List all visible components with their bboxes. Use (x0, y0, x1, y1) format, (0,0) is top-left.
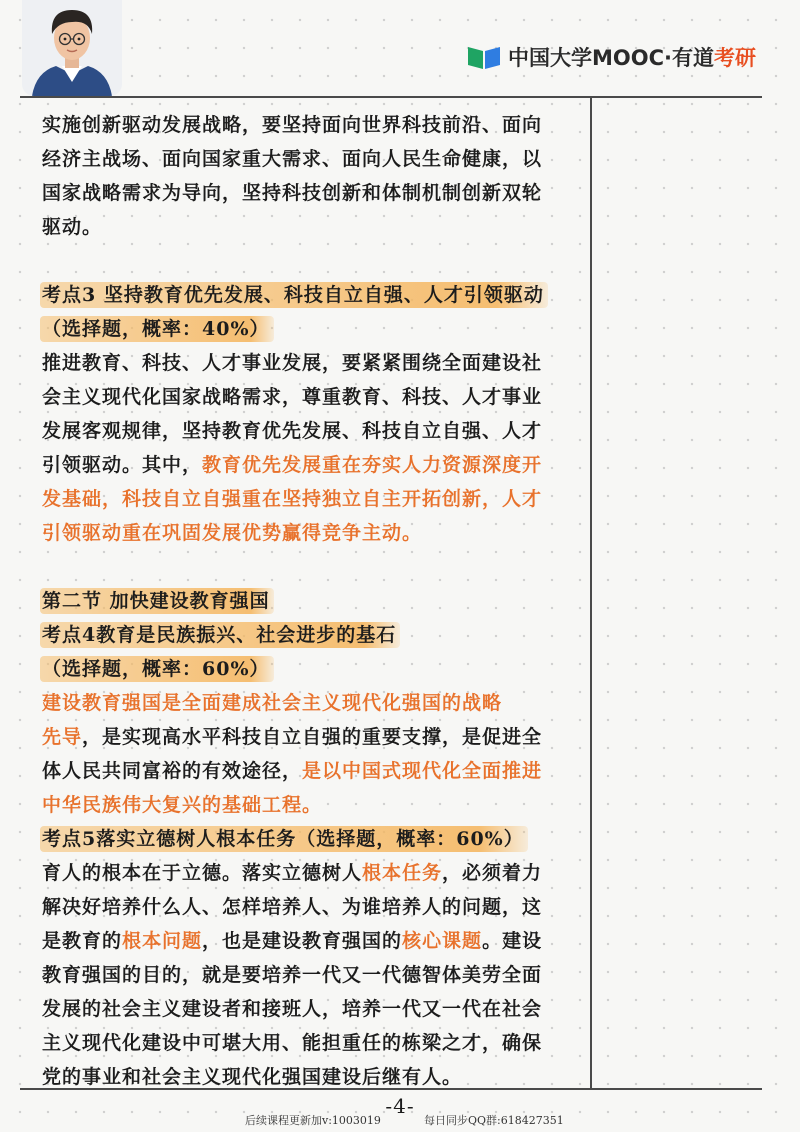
mooc-logo-icon (466, 43, 502, 71)
paragraph-line: 解决好培养什么人、怎样培养人、为谁培养人的问题，这 (42, 896, 543, 918)
footer-left-note: 后续课程更新加v:1003019 (245, 1114, 381, 1127)
paragraph-line: 是教育的根本问题，也是建设教育强国的核心课题。建设 (42, 930, 543, 952)
paragraph-line: 主义现代化建设中可堪大用、能担重任的栋梁之才，确保 (42, 1032, 543, 1054)
kaodian-3-meta: （选择题，概率：40%） (42, 312, 590, 346)
paragraph-line: 经济主战场、面向国家重大需求、面向人民生命健康，以 (42, 148, 543, 170)
paragraph-line: 先导，是实现高水平科技自立自强的重要支撑，是促进全 (42, 726, 543, 748)
paragraph-line: 发展的社会主义建设者和接班人，培养一代又一代在社会 (42, 998, 543, 1020)
kaodian-4-meta: （选择题，概率：60%） (42, 652, 590, 686)
paragraph-line: 育人的根本在于立德。落实立德树人根本任务，必须着力 (42, 862, 543, 884)
section-2-heading: 第二节 加快建设教育强国 (42, 584, 590, 618)
paragraph-line: 党的事业和社会主义现代化强国建设后继有人。 (42, 1066, 463, 1088)
paragraph-line: 实施创新驱动发展战略，要坚持面向世界科技前沿、面向 (42, 114, 543, 136)
paragraph-line: 驱动。 (42, 216, 103, 238)
emphasis-text: 教育优先发展重在夯实人力资源深度开 (202, 454, 543, 476)
emphasis-line: 引领驱动重在巩固发展优势赢得竞争主动。 (42, 522, 423, 544)
logo-text: 中国大学MOOC·有道考研 (508, 46, 756, 70)
vertical-margin-rule (590, 96, 592, 1088)
footer-right-note: 每日同步QQ群:618427351 (424, 1114, 564, 1127)
kaodian-4-heading: 考点4教育是民族振兴、社会进步的基石 (42, 618, 590, 652)
page-number: -4- (385, 1094, 415, 1118)
paragraph-line: 体人民共同富裕的有效途径，是以中国式现代化全面推进 (42, 760, 543, 782)
kaodian-5-heading: 考点5落实立德树人根本任务（选择题，概率：60%） (42, 822, 590, 856)
paragraph-line: 教育强国的目的，就是要培养一代又一代德智体美劳全面 (42, 964, 543, 986)
paragraph-line: 会主义现代化国家战略需求，尊重教育、科技、人才事业 (42, 386, 543, 408)
page-content (42, 108, 590, 1094)
paragraph-line: 发展客观规律，坚持教育优先发展、科技自立自强、人才 (42, 420, 543, 442)
kaodian-3-heading: 考点3 坚持教育优先发展、科技自立自强、人才引领驱动 (42, 278, 590, 312)
author-avatar (22, 0, 122, 96)
paragraph-line: 国家战略需求为导向，坚持科技创新和体制机制创新双轮 (42, 182, 543, 204)
emphasis-line: 中华民族伟大复兴的基础工程。 (42, 794, 323, 816)
top-rule (20, 96, 762, 98)
paragraph-line: 引领驱动。其中，教育优先发展重在夯实人力资源深度开 (42, 454, 543, 476)
paragraph-line: 推进教育、科技、人才事业发展，要紧紧围绕全面建设社 (42, 352, 543, 374)
brand-logo (466, 40, 756, 74)
emphasis-line: 建设教育强国是全面建成社会主义现代化强国的战略 (42, 692, 503, 714)
emphasis-line: 发基础，科技自立自强重在坚持独立自主开拓创新，人才 (42, 488, 543, 510)
